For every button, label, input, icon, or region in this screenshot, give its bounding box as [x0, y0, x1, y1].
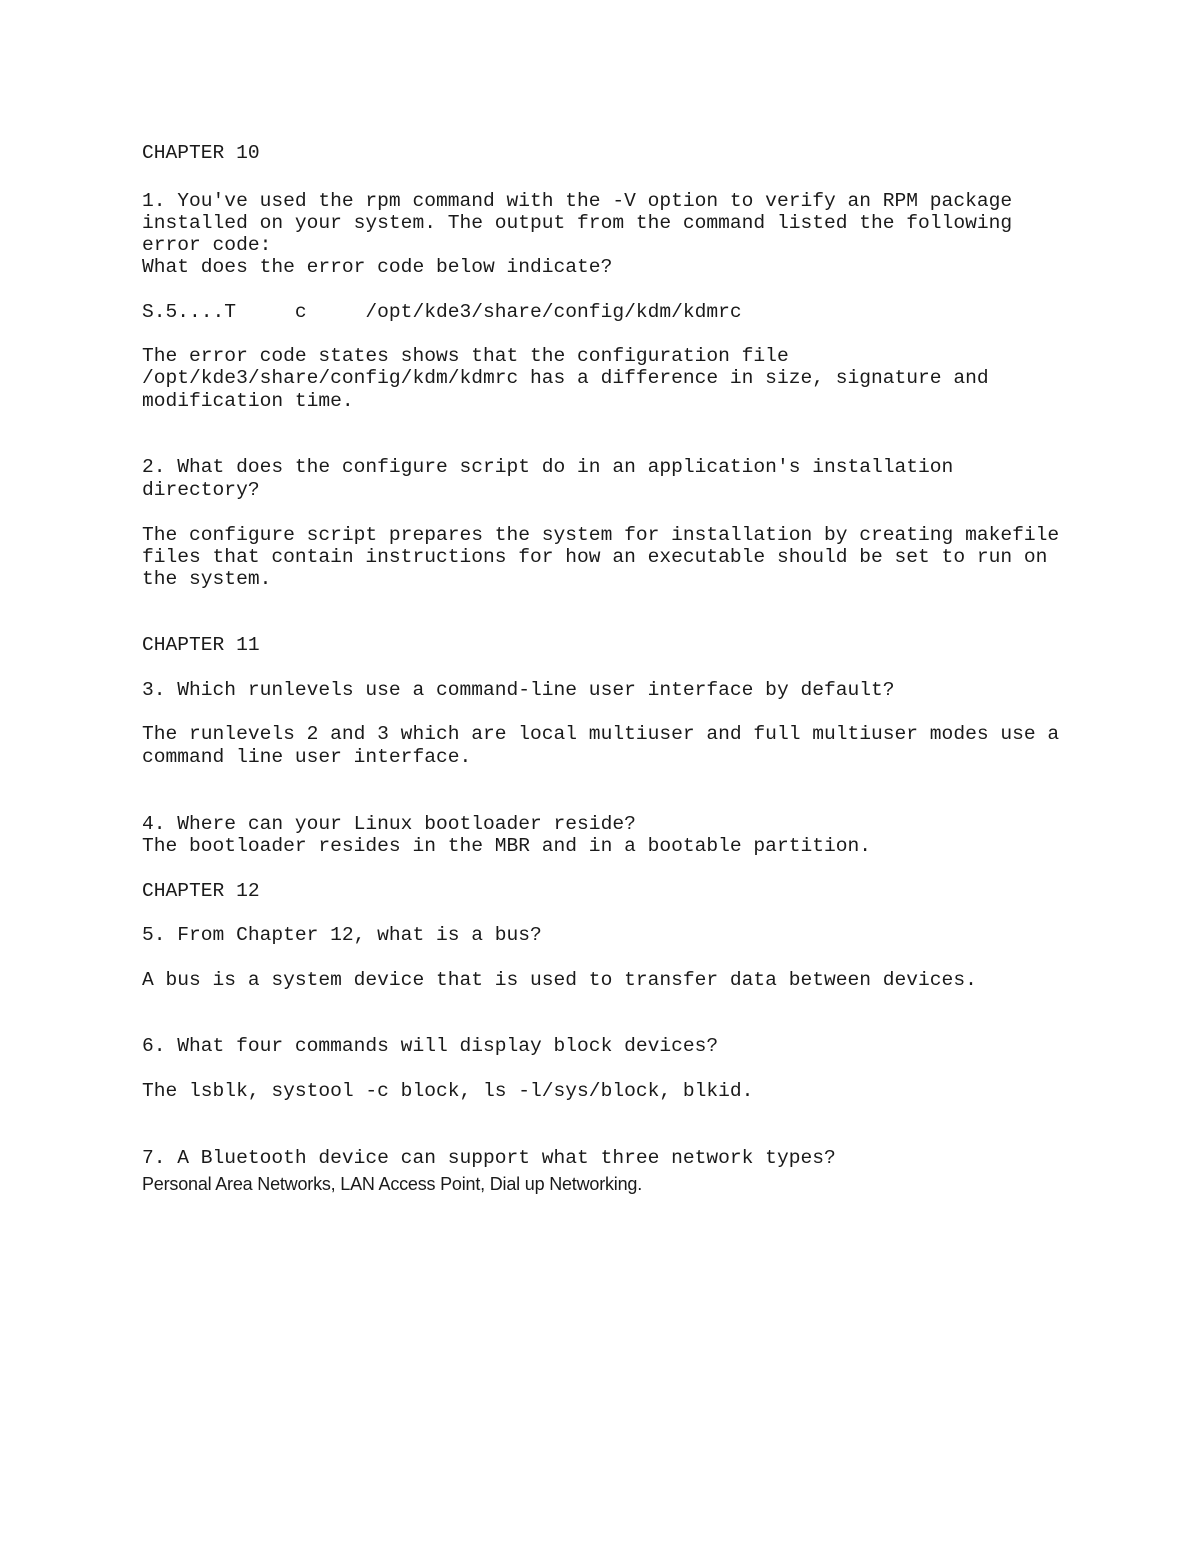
- answer-3-line-1: The runlevels 2 and 3 which are local multiuser and full multiuser modes use a: [142, 723, 1060, 745]
- answer-2-line-1: The configure script prepares the system for installation by creating makefile: [142, 524, 1060, 546]
- answer-3-line-2: command line user interface.: [142, 746, 472, 768]
- answer-4: The bootloader resides in the MBR and in a bootable partition.: [142, 835, 872, 857]
- question-1-line-1: 1. You've used the rpm command with the -V option to verify an RPM package: [142, 190, 1013, 212]
- answer-1-line-2: /opt/kde3/share/config/kdm/kdmrc has a difference in size, signature and: [142, 367, 989, 389]
- question-2-line-2: directory?: [142, 479, 260, 501]
- chapter-10-heading: CHAPTER 10: [142, 142, 260, 164]
- question-7: 7. A Bluetooth device can support what three network types?: [142, 1147, 836, 1169]
- answer-1-line-1: The error code states shows that the configuration file: [142, 345, 789, 367]
- answer-1-line-3: modification time.: [142, 390, 354, 412]
- answer-2-line-3: the system.: [142, 568, 272, 590]
- question-4: 4. Where can your Linux bootloader reside?: [142, 813, 636, 835]
- error-code-line: S.5....T c /opt/kde3/share/config/kdm/kdmrc: [142, 301, 742, 323]
- question-3: 3. Which runlevels use a command-line user interface by default?: [142, 679, 895, 701]
- answer-6: The lsblk, systool -c block, ls -l/sys/block, blkid.: [142, 1080, 754, 1102]
- question-1-line-3: error code:: [142, 234, 272, 256]
- question-2-line-1: 2. What does the configure script do in an application's installation: [142, 456, 954, 478]
- question-5: 5. From Chapter 12, what is a bus?: [142, 924, 542, 946]
- chapter-11-heading: CHAPTER 11: [142, 634, 260, 656]
- answer-2-line-2: files that contain instructions for how an executable should be set to run on: [142, 546, 1048, 568]
- answer-7: Personal Area Networks, LAN Access Point, Dial up Networking.: [142, 1174, 643, 1194]
- answer-5: A bus is a system device that is used to transfer data between devices.: [142, 969, 977, 991]
- chapter-12-heading: CHAPTER 12: [142, 880, 260, 902]
- question-1-line-2: installed on your system. The output from the command listed the following: [142, 212, 1013, 234]
- question-1-line-4: What does the error code below indicate?: [142, 256, 613, 278]
- question-6: 6. What four commands will display block devices?: [142, 1035, 719, 1057]
